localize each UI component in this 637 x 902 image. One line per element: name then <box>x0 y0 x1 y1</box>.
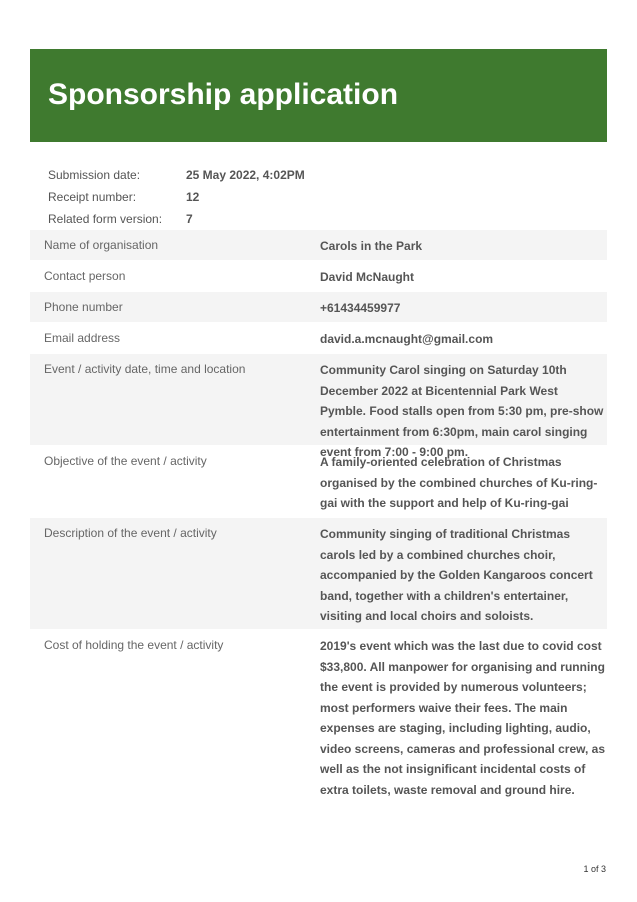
submission-date-value: 25 May 2022, 4:02PM <box>186 168 305 182</box>
field-row-phone <box>30 292 607 323</box>
field-value: A family-oriented celebration of Christmas organised by the combined churches of Ku-ring-gai with the support and help of Ku-ring-gai <box>320 455 598 510</box>
receipt-number-label: Receipt number: <box>48 190 137 204</box>
field-row-contact-person <box>30 261 607 292</box>
field-value: Carols in the Park <box>320 239 423 253</box>
field-value: david.a.mcnaught@gmail.com <box>320 332 494 346</box>
field-label: Contact person <box>44 269 126 283</box>
field-label: Description of the event / activity <box>44 526 217 540</box>
field-row-objective <box>30 446 607 518</box>
field-label: Phone number <box>44 300 123 314</box>
form-version-value: 7 <box>186 212 193 226</box>
field-row-cost <box>30 630 607 803</box>
page-title: Sponsorship application <box>48 78 399 111</box>
field-row-email <box>30 323 607 354</box>
page-indicator: 1 of 3 <box>583 864 606 874</box>
form-version-row <box>48 208 305 230</box>
field-label: Objective of the event / activity <box>44 454 207 468</box>
field-label: Email address <box>44 331 121 345</box>
field-label: Name of organisation <box>44 238 159 252</box>
submission-date-label: Submission date: <box>48 168 141 182</box>
submission-date-row <box>48 164 305 186</box>
receipt-number-row <box>48 186 305 208</box>
page-header <box>30 49 607 142</box>
field-value: Community singing of traditional Christmas carols led by a combined churches choir, accompanied by the Golden Kangaroos concert band, together with a children's entertainer, visiting and local choirs and soloists. <box>320 527 593 623</box>
receipt-number-value: 12 <box>186 190 200 204</box>
field-label: Cost of holding the event / activity <box>44 638 224 652</box>
field-value: Community Carol singing on Saturday 10th December 2022 at Bicentennial Park West Pymble. Food stalls open from 5:30 pm, pre-show entertainment from 6:30pm, main carol singing event from 7:00 - 9:00 pm. <box>320 363 604 459</box>
submission-meta <box>48 164 305 230</box>
field-value: David McNaught <box>320 270 415 284</box>
application-fields-table <box>30 230 607 803</box>
field-value: +61434459977 <box>320 301 401 315</box>
field-value: 2019's event which was the last due to covid cost $33,800. All manpower for organising and running the event is provided by numerous volunteers; most performers waive their fees. The main expenses are staging, including lighting, audio, video screens, cameras and professional crew, as well as the not insignificant incidental costs of extra toilets, waste removal and ground hire. <box>320 639 606 797</box>
field-row-event-details <box>30 354 607 459</box>
form-version-label: Related form version: <box>48 212 163 226</box>
field-label: Event / activity date, time and location <box>44 362 246 376</box>
field-row-description <box>30 518 607 630</box>
field-row-organisation <box>30 230 607 261</box>
